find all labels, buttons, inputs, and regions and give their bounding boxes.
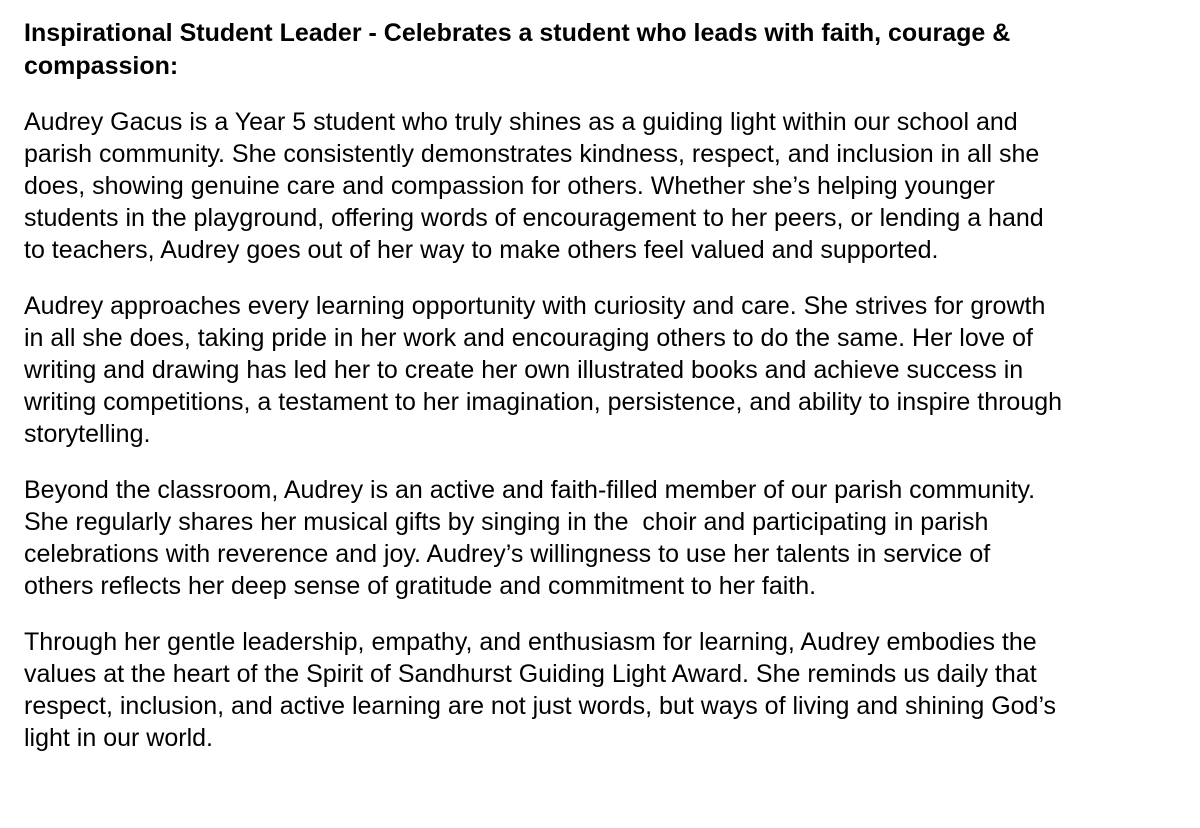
text-line: values at the heart of the Spirit of Sandhurst Guiding Light Award. She reminds us daily that [24, 660, 1037, 688]
text-line: Through her gentle leadership, empathy, and enthusiasm for learning, Audrey embodies the [24, 628, 1037, 656]
text-line: light in our world. [24, 724, 213, 752]
text-line: respect, inclusion, and active learning are not just words, but ways of living and shining God’s [24, 692, 1057, 720]
text-line: storytelling. [24, 420, 151, 448]
text-line: She regularly shares her musical gifts by singing in the choir and participating in parish [24, 508, 989, 536]
text-line: celebrations with reverence and joy. Audrey’s willingness to use her talents in service of [24, 540, 991, 568]
text-line: others reflects her deep sense of gratitude and commitment to her faith. [24, 572, 817, 600]
paragraph-intro [24, 106, 1184, 266]
text-line: writing and drawing has led her to create her own illustrated books and achieve success in [24, 356, 1024, 384]
text-line: students in the playground, offering words of encouragement to her peers, or lending a hand [24, 204, 1044, 232]
text-line: parish community. She consistently demonstrates kindness, respect, and inclusion in all she [24, 140, 1040, 168]
paragraph-learning [24, 290, 1184, 450]
text-line: Audrey approaches every learning opportunity with curiosity and care. She strives for growth [24, 292, 1046, 320]
text-line: to teachers, Audrey goes out of her way to make others feel valued and supported. [24, 236, 939, 264]
document-body [24, 17, 1184, 778]
paragraph-conclusion [24, 626, 1184, 754]
text-line: in all she does, taking pride in her work and encouraging others to do the same. Her love of [24, 324, 1033, 352]
text-line: does, showing genuine care and compassion for others. Whether she’s helping younger [24, 172, 995, 200]
paragraph-parish [24, 474, 1184, 602]
text-line: Audrey Gacus is a Year 5 student who truly shines as a guiding light within our school and [24, 108, 1018, 136]
text-line: writing competitions, a testament to her imagination, persistence, and ability to inspire through [24, 388, 1063, 416]
text-line: Beyond the classroom, Audrey is an active and faith-filled member of our parish community. [24, 476, 1036, 504]
heading-line: Inspirational Student Leader - Celebrates a student who leads with faith, courage & [24, 19, 1011, 47]
heading-line: compassion: [24, 51, 179, 80]
award-heading [24, 17, 1184, 82]
